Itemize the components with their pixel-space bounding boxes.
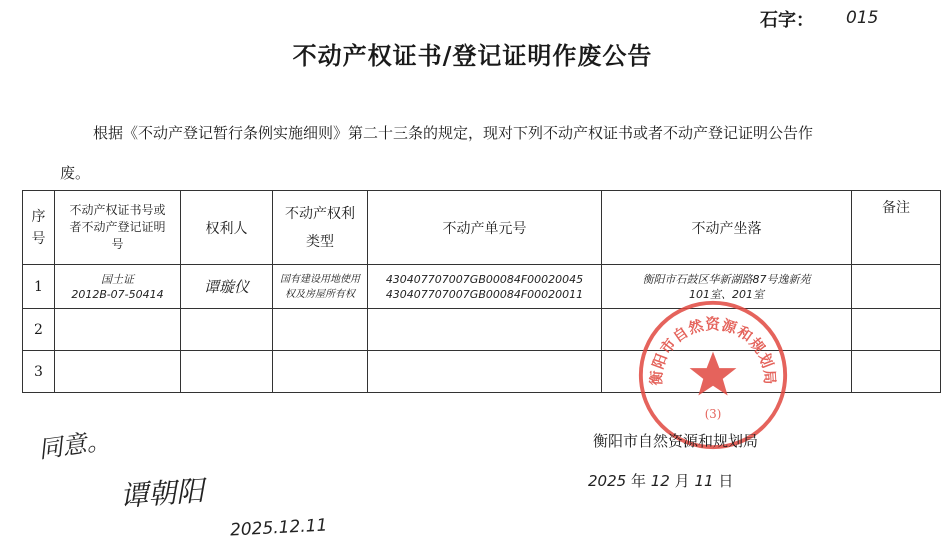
header-location: 不动产坐落 <box>602 191 852 265</box>
holder-name: 谭璇仪 <box>203 278 249 296</box>
type-line-1: 国有建设用地使用 <box>280 273 360 285</box>
row-seq: 1 <box>23 265 55 309</box>
issuing-authority: 衡阳市自然资源和规划局 <box>593 432 759 450</box>
cert-line-2: 2012B-07-50414 <box>71 287 164 301</box>
row-seq: 3 <box>23 351 55 393</box>
intro-line-1: 根据《不动产登记暂行条例实施细则》第二十三条的规定，现对下列不动产权证书或者不动产登记证明公告作 <box>93 124 814 142</box>
header-holder: 权利人 <box>181 191 273 265</box>
cert-line-1: 国土证 <box>101 272 134 286</box>
approval-signature: 谭朝阳 <box>119 474 206 513</box>
cancellation-table <box>22 190 941 393</box>
seal-code: (3) <box>704 406 722 421</box>
date-day: 11 <box>694 472 714 490</box>
header-unit-number: 不动产单元号 <box>368 191 602 265</box>
header-cert-number: 不动产权证书号或者不动产登记证明号 <box>55 191 181 265</box>
unit-line-1: 430407707007GB00084F00020045 <box>385 272 584 286</box>
unit-line-2: 430407707007GB00084F00020011 <box>385 287 584 301</box>
date-day-char: 日 <box>718 472 734 490</box>
row-cert-number <box>55 265 181 309</box>
intro-line-2: 废。 <box>60 164 91 182</box>
header-remark: 备注 <box>852 191 941 265</box>
page-title: 不动产权证书/登记证明作废公告 <box>292 41 653 70</box>
row-holder <box>181 265 273 309</box>
svg-text:衡阳市自然资源和规划局: 衡阳市自然资源和规划局 <box>647 316 779 386</box>
row-right-type <box>273 265 368 309</box>
table-row <box>23 265 941 309</box>
table-row <box>23 351 941 393</box>
serial-label: 石字： <box>760 10 814 31</box>
location-line-2: 101室、201室 <box>689 287 764 301</box>
row-unit-number <box>368 265 602 309</box>
table-row <box>23 309 941 351</box>
header-seq: 序号 <box>23 191 55 265</box>
type-line-2: 权及房屋所有权 <box>285 288 355 300</box>
date-year-char: 年 <box>630 472 646 490</box>
approval-date: 2025.12.11 <box>229 515 328 541</box>
date-month-char: 月 <box>674 472 690 490</box>
approval-note: 同意。 <box>36 426 112 464</box>
row-remark <box>852 265 941 309</box>
date-month: 12 <box>650 472 670 490</box>
row-seq: 2 <box>23 309 55 351</box>
header-right-type: 不动产权利类型 <box>273 191 368 265</box>
issue-date <box>588 470 733 491</box>
location-line-1: 衡阳市石鼓区华新湖路87号逸新苑 <box>642 272 811 286</box>
serial-value: 015 <box>846 8 879 28</box>
date-year: 2025 <box>588 472 627 490</box>
